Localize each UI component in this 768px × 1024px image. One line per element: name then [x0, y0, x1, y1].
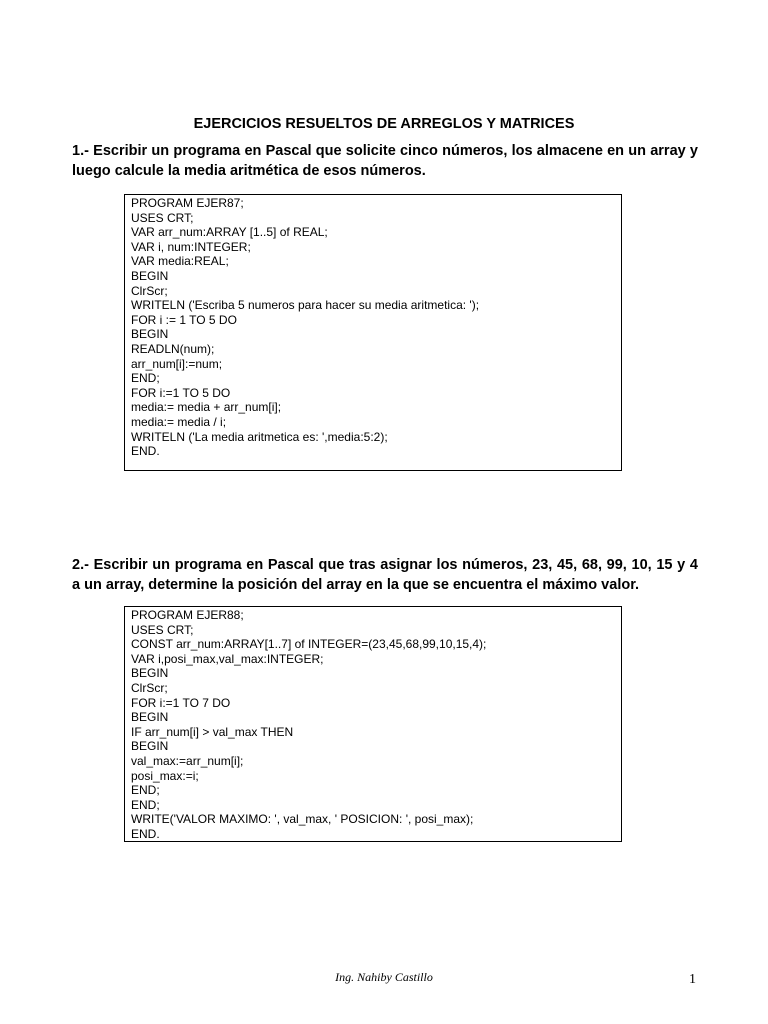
code-line: END;	[131, 371, 160, 386]
code-line: ClrScr;	[131, 283, 168, 298]
code-line: WRITE('VALOR MAXIMO: ', val_max, ' POSICION: ', posi_max);	[131, 812, 474, 827]
code-line: END;	[131, 797, 160, 812]
code-line: media:= media + arr_num[i];	[131, 400, 282, 415]
code-line: PROGRAM EJER88;	[131, 608, 244, 622]
code-line: END.	[131, 826, 160, 841]
code-line: media:= media / i;	[131, 414, 227, 429]
code-line: FOR i:=1 TO 7 DO	[131, 695, 231, 710]
code-line: USES CRT;	[131, 622, 194, 637]
code-line: BEGIN	[131, 710, 169, 725]
code-line: arr_num[i]:=num;	[131, 356, 223, 371]
code-line: READLN(num);	[131, 341, 215, 356]
code-line: posi_max:=i;	[131, 768, 199, 783]
code-line: IF arr_num[i] > val_max THEN	[131, 724, 294, 739]
code-line: FOR i:=1 TO 5 DO	[131, 385, 231, 400]
code-line: END;	[131, 783, 160, 798]
code-line: val_max:=arr_num[i];	[131, 753, 244, 768]
code-line: VAR arr_num:ARRAY [1..5] of REAL;	[131, 225, 328, 240]
code-line: ClrScr;	[131, 680, 168, 695]
code-line: BEGIN	[131, 739, 169, 754]
page-number: 1	[689, 972, 696, 987]
code-line: VAR media:REAL;	[131, 254, 229, 269]
code-line: VAR i, num:INTEGER;	[131, 239, 251, 254]
code-line: VAR i,posi_max,val_max:INTEGER;	[131, 651, 324, 666]
code-line: BEGIN	[131, 327, 169, 342]
page-title: EJERCICIOS RESUELTOS DE ARREGLOS Y MATRICES	[193, 116, 575, 132]
code-line: WRITELN ('Escriba 5 numeros para hacer su media aritmetica: ');	[131, 298, 480, 313]
exercise-1-code-box	[124, 194, 622, 471]
code-line: BEGIN	[131, 268, 169, 283]
code-line: PROGRAM EJER87;	[131, 196, 244, 210]
exercise-2-code-box	[124, 606, 622, 842]
code-line: WRITELN ('La media aritmetica es: ',media:5:2);	[131, 429, 388, 444]
code-line: CONST arr_num:ARRAY[1..7] of INTEGER=(23,45,68,99,10,15,4);	[131, 637, 487, 652]
footer-author: Ing. Nahiby Castillo	[335, 970, 433, 984]
code-line: BEGIN	[131, 666, 169, 681]
exercise-1-statement: 1.- Escribir un programa en Pascal que solicite cinco números, los almacene en un array y luego calcule la media aritmética de esos números.	[72, 143, 698, 179]
exercise-2-statement: 2.- Escribir un programa en Pascal que tras asignar los números, 23, 45, 68, 99, 10, 15 y 4 a un array, determine la posición del array en la que se encuentra el máximo valor.	[72, 557, 698, 593]
code-line: END.	[131, 444, 160, 459]
code-line: USES CRT;	[131, 210, 194, 225]
code-line: FOR i := 1 TO 5 DO	[131, 312, 237, 327]
